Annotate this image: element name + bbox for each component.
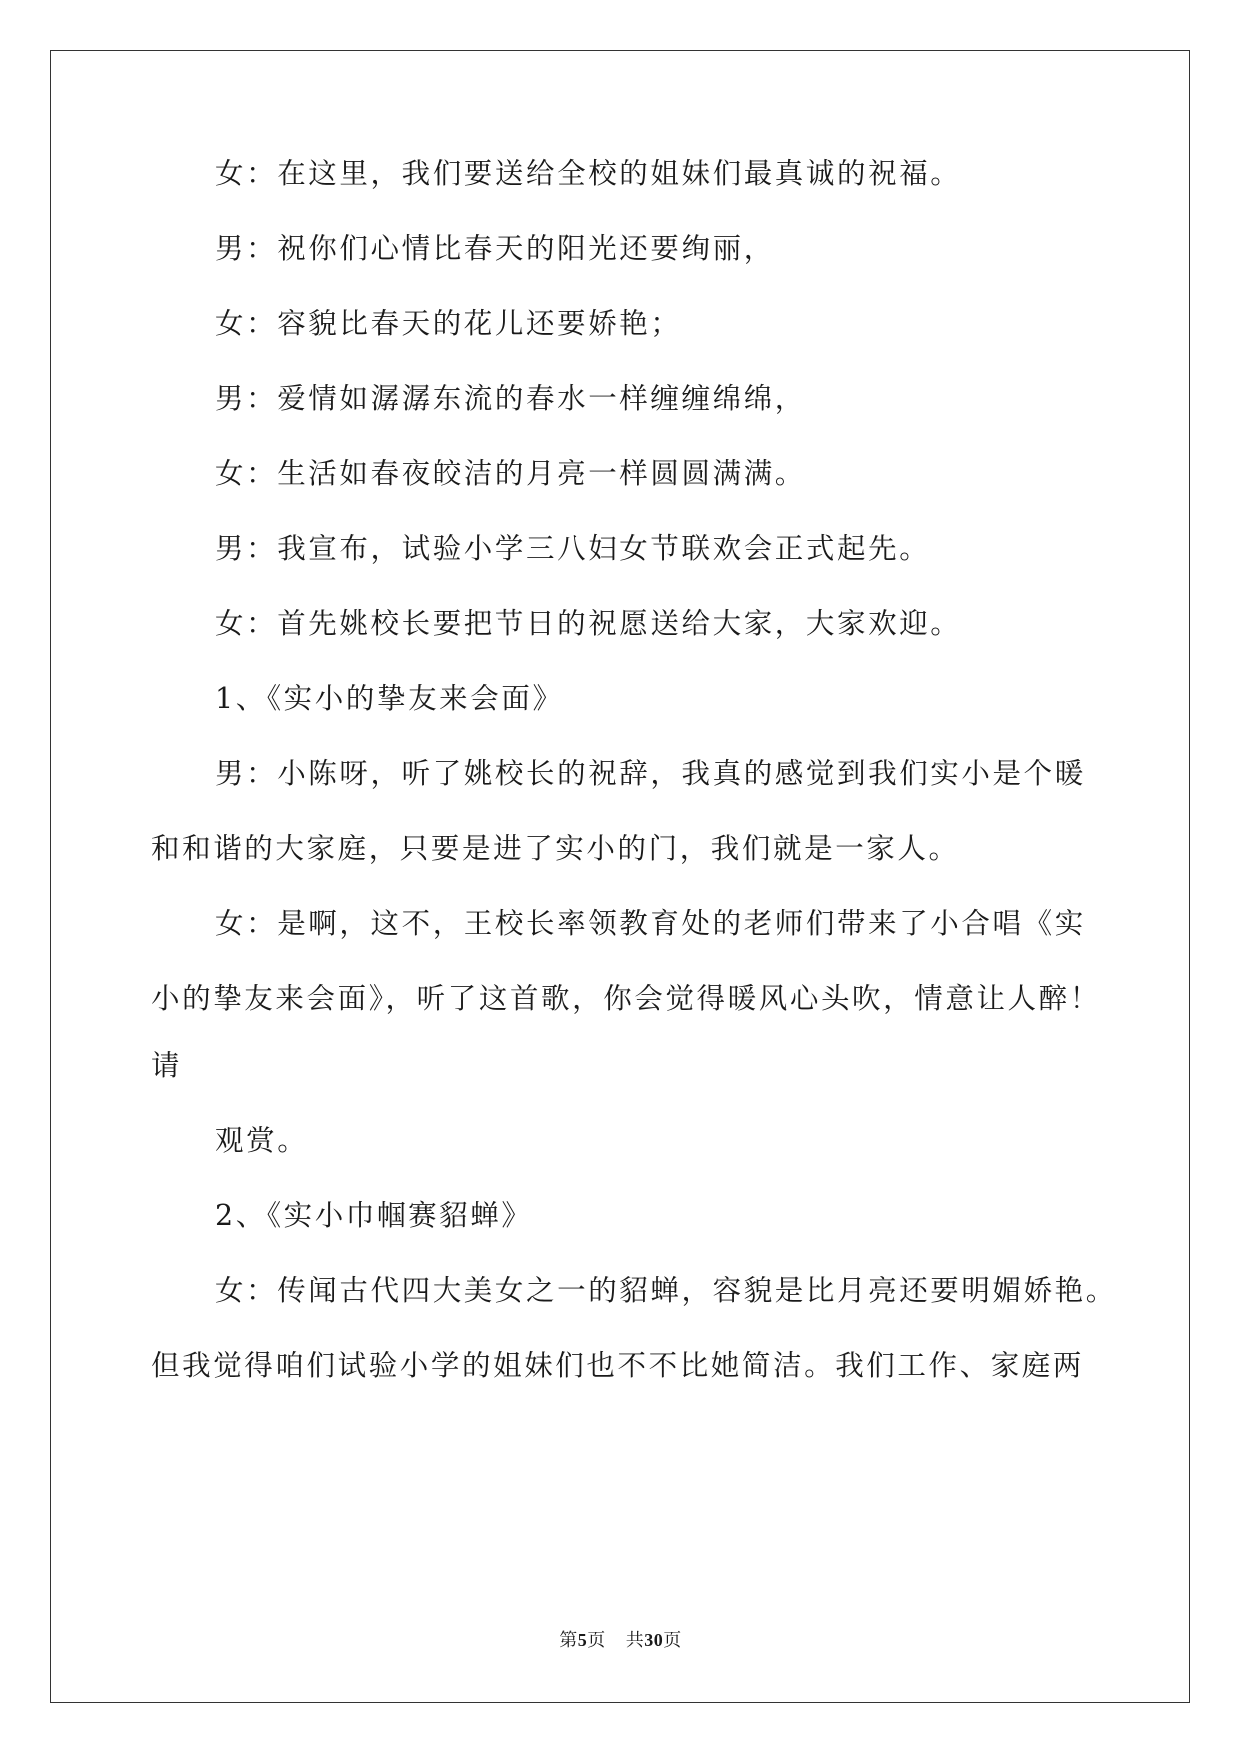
page-suffix: 页 <box>587 1630 606 1650</box>
dialogue-line: 和和谐的大家庭，只要是进了实小的门，我们就是一家人。 <box>151 832 960 865</box>
dialogue-line: 但我觉得咱们试验小学的姐妹们也不不比她简洁。我们工作、家庭两 <box>151 1349 1085 1382</box>
dialogue-line: 请 <box>151 1049 183 1082</box>
dialogue-line: 女：首先姚校长要把节日的祝愿送给大家，大家欢迎。 <box>215 607 962 640</box>
program-heading: 2、《实小巾帼赛貂蝉》 <box>215 1199 533 1232</box>
dialogue-line: 观赏。 <box>215 1124 309 1157</box>
total-pages: 30 <box>644 1630 664 1650</box>
dialogue-line: 男：祝你们心情比春天的阳光还要绚丽， <box>215 232 775 265</box>
dialogue-line: 女：容貌比春天的花儿还要娇艳； <box>215 307 682 340</box>
dialogue-line: 男：我宣布，试验小学三八妇女节联欢会正式起先。 <box>215 532 931 565</box>
dialogue-line: 女：传闻古代四大美女之一的貂蝉，容貌是比月亮还要明媚娇艳。 <box>215 1274 1117 1307</box>
total-suffix: 页 <box>663 1630 682 1650</box>
page-number: 5 <box>577 1630 588 1650</box>
dialogue-line: 小的挚友来会面》，听了这首歌，你会觉得暖风心头吹，情意让人醉！ <box>151 982 1101 1015</box>
dialogue-line: 女：在这里，我们要送给全校的姐妹们最真诚的祝福。 <box>215 157 962 190</box>
program-heading: 1、《实小的挚友来会面》 <box>215 682 564 715</box>
page-footer <box>0 1628 1241 1652</box>
dialogue-line: 男：小陈呀，听了姚校长的祝辞，我真的感觉到我们实小是个暖 <box>215 757 1086 790</box>
page-prefix: 第 <box>559 1630 578 1650</box>
page-border <box>50 50 1190 1703</box>
dialogue-line: 男：爱情如潺潺东流的春水一样缠缠绵绵， <box>215 382 806 415</box>
total-prefix: 共 <box>625 1630 645 1650</box>
dialogue-line: 女：生活如春夜皎洁的月亮一样圆圆满满。 <box>215 457 806 490</box>
dialogue-line: 女：是啊，这不，王校长率领教育处的老师们带来了小合唱《实 <box>215 907 1086 940</box>
